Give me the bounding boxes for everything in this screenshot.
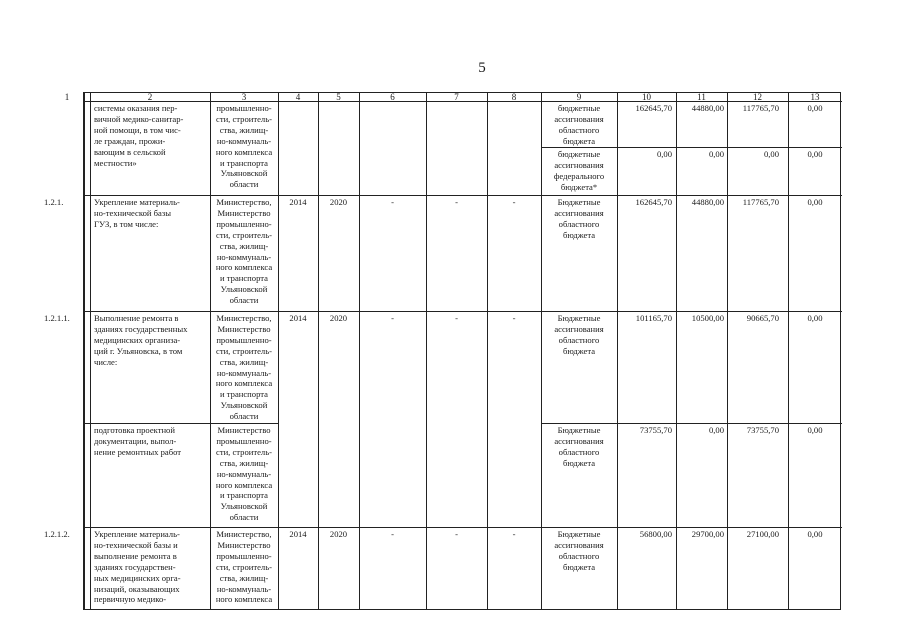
- end-year: 2020: [329, 313, 348, 323]
- funding-year-1: 0,00: [708, 425, 724, 435]
- col-border: [90, 93, 91, 609]
- measure-name: подготовка проектной документации, выпол- нение ремонтных работ: [94, 425, 182, 457]
- column-number: 10: [642, 92, 651, 102]
- funding-total: 73755,70: [639, 425, 672, 435]
- col8-value: -: [512, 197, 516, 207]
- executor: Министерство, Министерство промышленно- сти, строитель- ства, жилищ- но-коммуналь- ного комплекса и транспорта Ульяновской области: [215, 313, 273, 422]
- column-number: 1: [64, 92, 70, 102]
- end-year: 2020: [329, 197, 348, 207]
- column-number: 4: [295, 92, 301, 102]
- funding-year-1: 29700,00: [691, 529, 724, 539]
- column-number: 12: [753, 92, 762, 102]
- row-border: [84, 527, 842, 528]
- funding-source: Бюджетные ассигнования областного бюджета: [554, 425, 604, 468]
- start-year: 2014: [289, 529, 307, 539]
- funding-source: Бюджетные ассигнования областного бюджета: [554, 197, 604, 240]
- column-number: 6: [390, 92, 395, 102]
- funding-total: 162645,70: [635, 103, 672, 113]
- funding-year-2: 117765,70: [742, 103, 779, 113]
- funding-year-2: 27100,00: [746, 529, 779, 539]
- measure-name: системы оказания пер- вичной медико-санитар- ной помощи, в том чис- ле граждан, прожи- вающим в сельской местности»: [94, 103, 184, 168]
- column-number: 9: [576, 92, 582, 102]
- funding-year-3: 0,00: [807, 103, 823, 113]
- col8-value: -: [512, 313, 516, 323]
- row-number: 1.2.1.: [44, 197, 64, 207]
- funding-year-2: 90665,70: [746, 313, 779, 323]
- row-border: [84, 195, 842, 196]
- funding-year-2: 73755,70: [746, 425, 779, 435]
- start-year: 2014: [289, 313, 307, 323]
- funding-source: Бюджетные ассигнования областного бюджета: [554, 529, 604, 572]
- start-year: 2014: [289, 197, 307, 207]
- row-border: [541, 147, 842, 148]
- funding-year-1: 10500,00: [691, 313, 724, 323]
- executor: Министерство промышленно- сти, строитель- ства, жилищ- но-коммуналь- ного комплекса и транспорта Ульяновской области: [215, 425, 273, 523]
- col7-value: -: [455, 529, 458, 539]
- row-border: [541, 423, 842, 424]
- measure-name: Выполнение ремонта в зданиях государственных медицинских организа- ций г. Ульяновска, в том числе:: [94, 313, 188, 367]
- funding-year-1: 44880,00: [691, 197, 724, 207]
- col7-value: -: [455, 197, 458, 207]
- column-number: 5: [336, 92, 341, 102]
- budget-table: [44, 92, 841, 610]
- funding-year-2: 117765,70: [742, 197, 779, 207]
- column-number: 13: [810, 92, 820, 102]
- column-number: 8: [511, 92, 517, 102]
- col6-value: -: [391, 529, 394, 539]
- col6-value: -: [391, 197, 394, 207]
- row-number: 1.2.1.2.: [44, 529, 70, 539]
- funding-total: 101165,70: [635, 313, 672, 323]
- measure-name: Укрепление материаль- но-технической базы и выполнение ремонта в зданиях государствен- ных медицинских орга- низаций, оказывающих первичную медико-: [94, 529, 181, 605]
- measure-name: Укрепление материаль- но-технической базы ГУЗ, в том числе:: [94, 197, 180, 229]
- row-border: [84, 423, 278, 424]
- col6-value: -: [391, 313, 394, 323]
- funding-year-3: 0,00: [807, 529, 823, 539]
- executor: Министерство, Министерство промышленно- сти, строитель- ства, жилищ- но-коммуналь- ного комплекса и транспорта Ульяновской области: [215, 197, 273, 306]
- funding-source: бюджетные ассигнования областного бюджета: [554, 103, 604, 146]
- col8-value: -: [512, 529, 516, 539]
- funding-source: бюджетные ассигнования федерального бюджета*: [553, 149, 605, 192]
- funding-year-3: 0,00: [807, 149, 823, 159]
- row-number: 1.2.1.1.: [44, 313, 70, 323]
- column-number: 3: [241, 92, 247, 102]
- executor: промышленно- сти, строитель- ства, жилищ- но-коммуналь- ного комплекса и транспорта Ульяновской области: [215, 103, 273, 190]
- funding-year-3: 0,00: [807, 197, 823, 207]
- col7-value: -: [455, 313, 458, 323]
- funding-total: 56800,00: [639, 529, 672, 539]
- executor: Министерство, Министерство промышленно- сти, строитель- ства, жилищ- но-коммуналь- ного комплекса: [215, 529, 273, 605]
- funding-source: Бюджетные ассигнования областного бюджета: [554, 313, 604, 356]
- page-number: 5: [478, 60, 486, 76]
- end-year: 2020: [329, 529, 348, 539]
- funding-year-3: 0,00: [807, 313, 823, 323]
- funding-year-1: 0,00: [708, 149, 724, 159]
- funding-year-1: 44880,00: [691, 103, 724, 113]
- funding-year-2: 0,00: [763, 149, 779, 159]
- column-number: 2: [147, 92, 153, 102]
- row-border: [84, 311, 842, 312]
- funding-total: 0,00: [656, 149, 672, 159]
- column-number: 7: [454, 92, 459, 102]
- funding-total: 162645,70: [635, 197, 672, 207]
- funding-year-3: 0,00: [807, 425, 823, 435]
- column-number: 11: [697, 92, 706, 102]
